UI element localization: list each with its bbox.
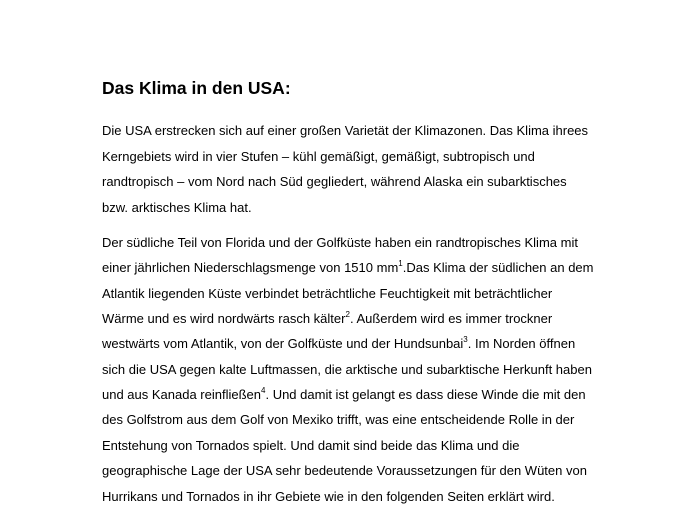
document-heading: Das Klima in den USA: <box>102 78 291 98</box>
paragraph-2-line-4 <box>102 310 552 328</box>
paragraph-2-line-11: Hurrikans und Tornados in ihr Gebiete wie in den folgenden Seiten erklärt wird. <box>102 489 555 504</box>
paragraph-1-line-4: bzw. arktisches Klima hat. <box>102 200 252 215</box>
text-run: Wärme und es wird nordwärts rasch kälter <box>102 311 346 326</box>
paragraph-2-line-3: Atlantik liegenden Küste verbindet beträchtliche Feuchtigkeit mit beträchtlicher <box>102 286 553 301</box>
paragraph-2-line-2 <box>102 259 594 277</box>
text-run: und aus Kanada reinfließen <box>102 387 262 402</box>
paragraph-2-line-5 <box>102 335 575 353</box>
text-run: . Außerdem wird es immer trockner <box>349 311 553 326</box>
paragraph-2-line-7 <box>102 386 586 404</box>
paragraph-2-line-9: Entstehung von Tornados spielt. Und damit sind beide das Klima und die <box>102 438 520 453</box>
paragraph-1-line-1: Die USA erstrecken sich auf einer großen Varietät der Klimazonen. Das Klima ihrees <box>102 123 589 138</box>
footnote-ref-3: 3 <box>463 334 468 344</box>
paragraph-2-line-6: sich die USA gegen kalte Luftmassen, die arktische und subarktische Herkunft haben <box>102 362 592 377</box>
text-run: . Und damit ist gelangt es dass diese Winde die mit den <box>265 387 586 402</box>
footnote-ref-2: 2 <box>345 309 350 319</box>
text-run: westwärts vom Atlantik, von der Golfküste und der Hundsunbai <box>102 336 464 351</box>
paragraph-1-line-2: Kerngebiets wird in vier Stufen – kühl gemäßigt, gemäßigt, subtropisch und <box>102 149 535 164</box>
paragraph-2-line-10: geographische Lage der USA sehr bedeutende Voraussetzungen für den Wüten von <box>102 463 587 478</box>
text-run: einer jährlichen Niederschlagsmenge von 1510 mm <box>102 260 399 275</box>
text-run: . Im Norden öffnen <box>467 336 576 351</box>
paragraph-2-line-1: Der südliche Teil von Florida und der Golfküste haben ein randtropisches Klima mit <box>102 235 578 250</box>
text-run: .Das Klima der südlichen an dem <box>402 260 594 275</box>
footnote-ref-4: 4 <box>261 385 266 395</box>
paragraph-1-line-3: randtropisch – vom Nord nach Süd gegliedert, während Alaska ein subarktisches <box>102 174 567 189</box>
footnote-ref-1: 1 <box>398 258 403 268</box>
paragraph-2-line-8: des Golfstrom aus dem Golf von Mexiko trifft, was eine entscheidende Rolle in der <box>102 412 575 427</box>
